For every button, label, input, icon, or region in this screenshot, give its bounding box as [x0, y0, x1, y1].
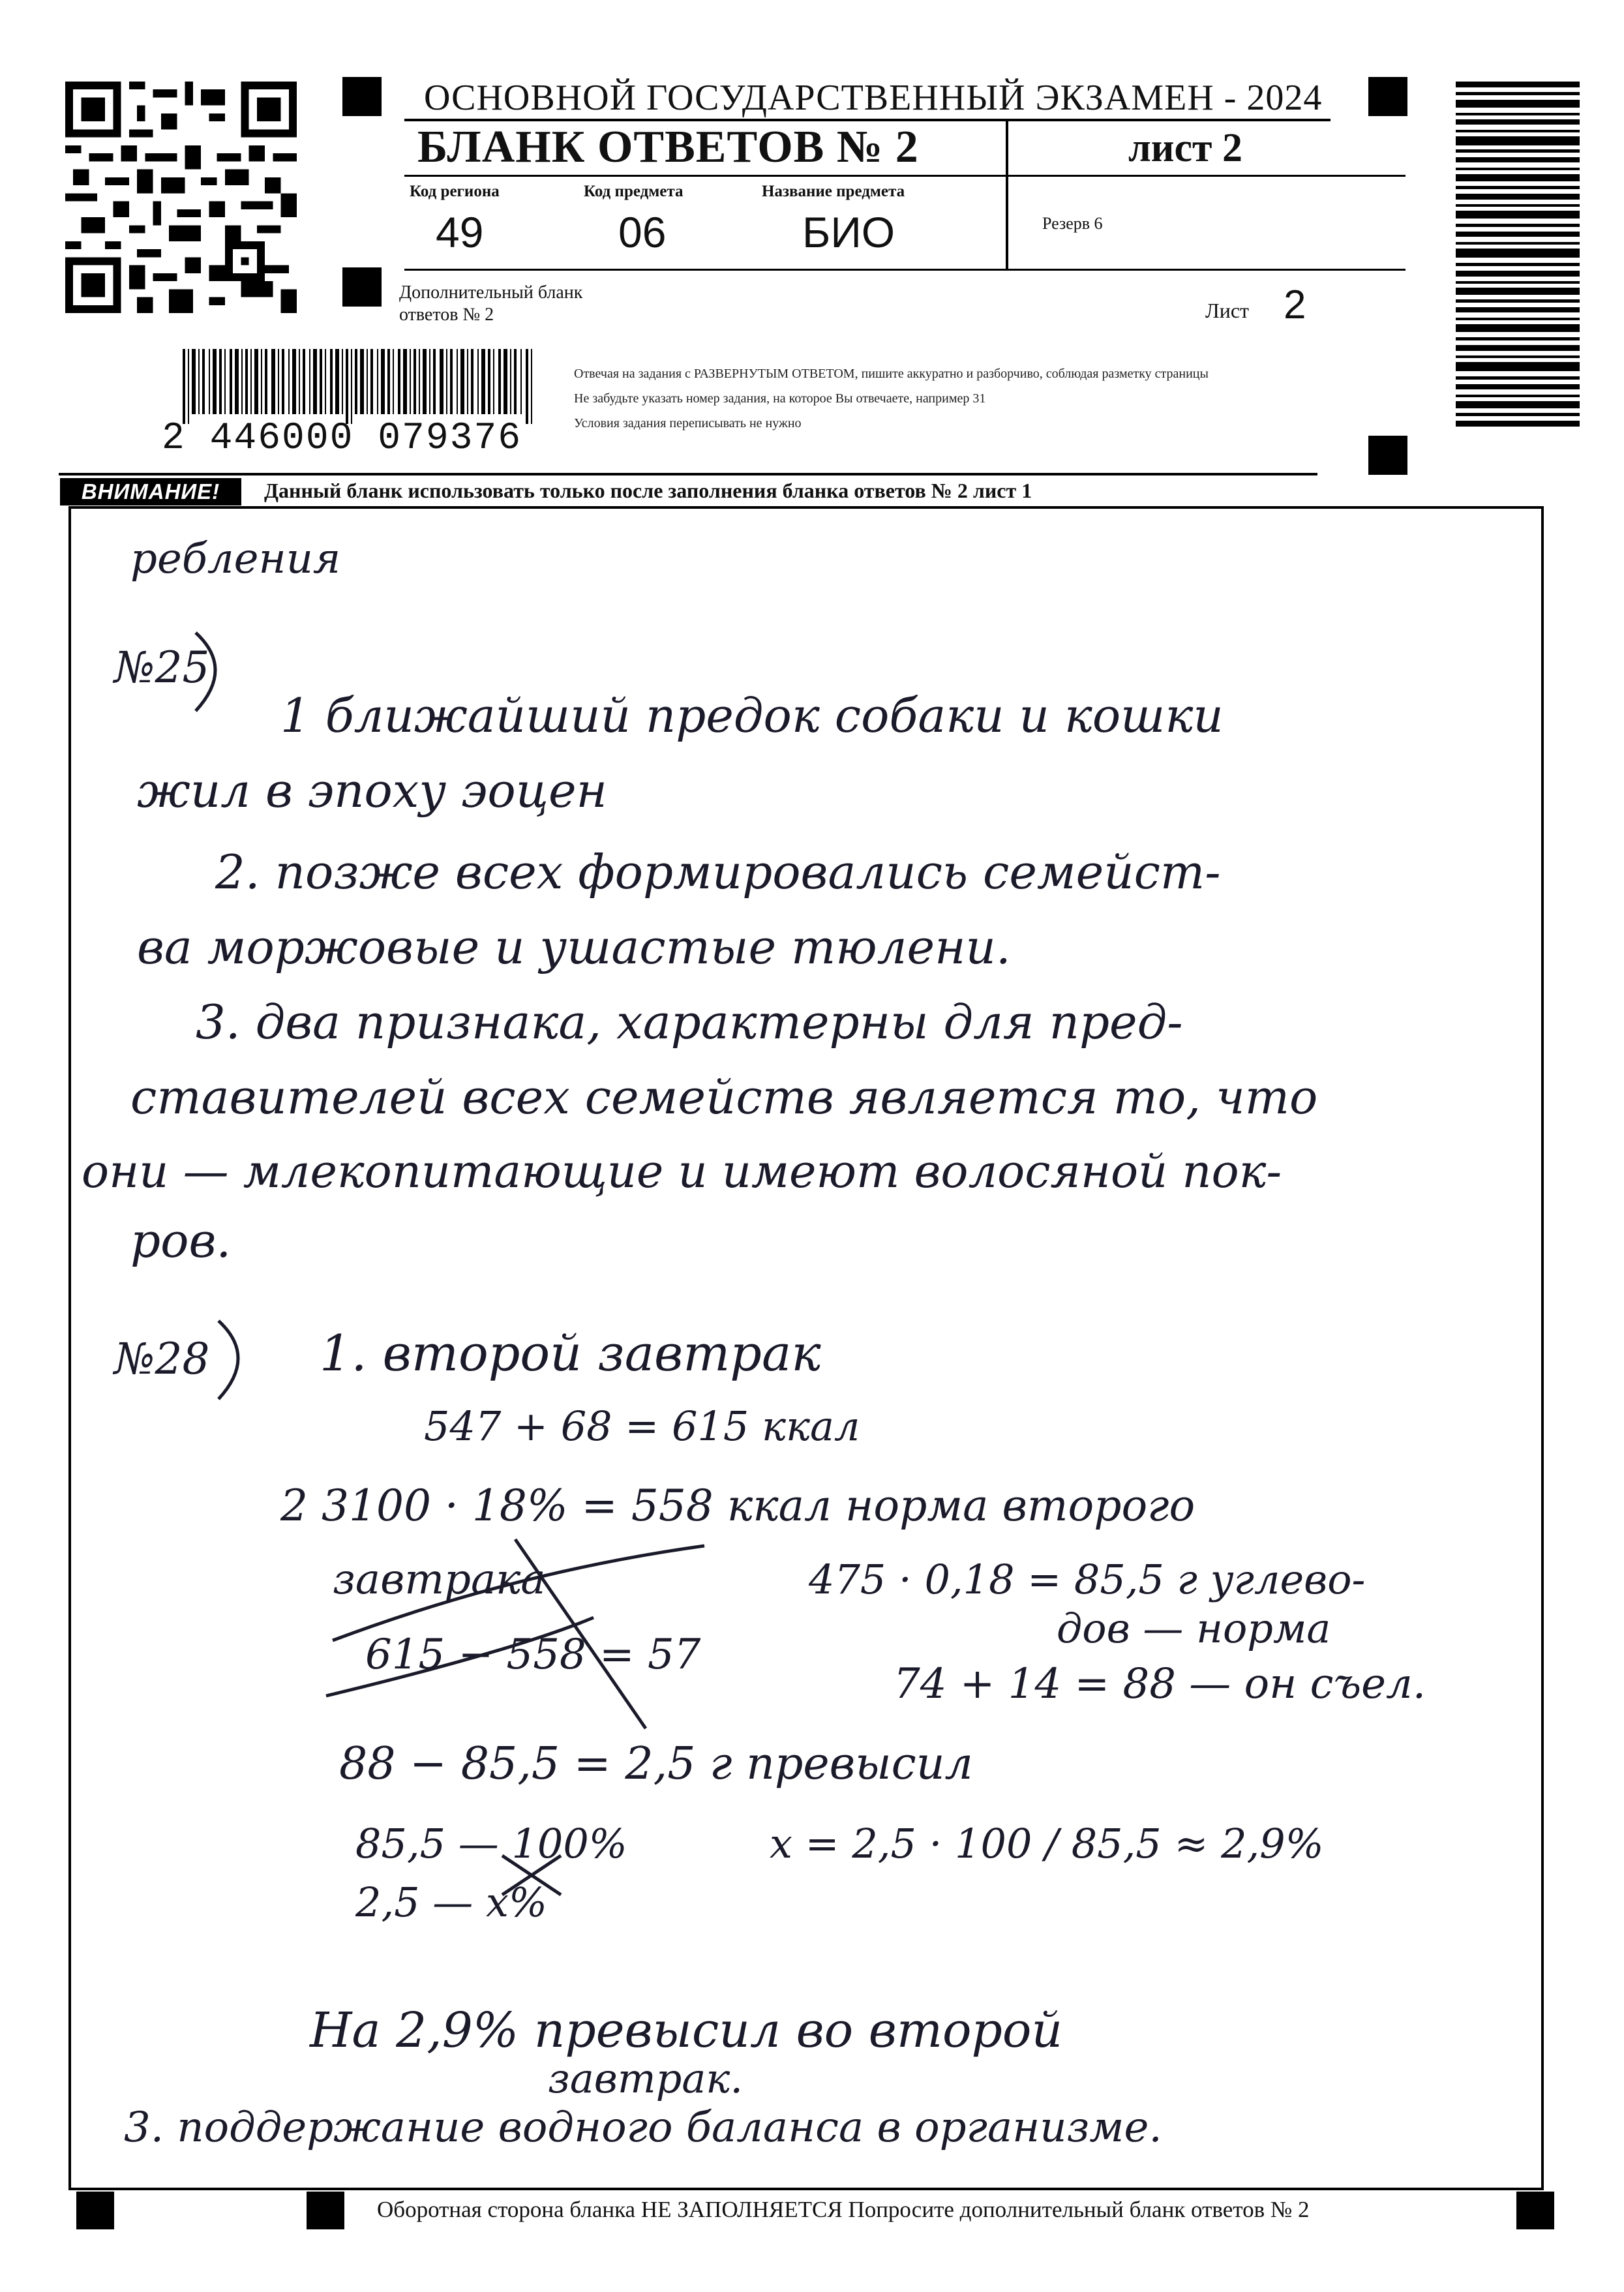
handwritten-line: ров.: [130, 1213, 232, 1268]
task-number-mark: №28: [114, 1334, 210, 1384]
form-title: БЛАНК ОТВЕТОВ № 2: [417, 122, 919, 172]
handwritten-line: 74 + 14 = 88 — он съел.: [894, 1660, 1426, 1708]
handwritten-line: 88 − 85,5 = 2,5 г превысил: [339, 1738, 973, 1790]
warning-badge: ВНИМАНИЕ!: [60, 478, 241, 505]
handwritten-line: завтрак.: [548, 2055, 744, 2102]
task-bracket-25: [189, 629, 241, 714]
handwritten-line: они — млекопитающие и имеют волосяной пок-: [82, 1145, 1282, 1198]
instruction-line: Отвечая на задания с РАЗВЕРНУТЫМ ОТВЕТОМ, пишите аккуратно и разборчиво, соблюдая разметку страницы: [574, 367, 1209, 381]
additional-form-label: Дополнительный бланк ответов № 2: [399, 282, 583, 325]
list-label: Лист: [1205, 299, 1250, 322]
region-label: Код региона: [410, 183, 500, 200]
qr-code: [65, 82, 297, 313]
handwritten-line: 2,5 — x%: [355, 1878, 547, 1926]
strikethrough-lines: [320, 1520, 724, 1735]
header-divider: [1006, 121, 1008, 270]
proportion-cross: [496, 1849, 567, 1901]
handwritten-line: 2. позже всех формировались семейст-: [215, 845, 1221, 899]
subject-code-value: 06: [618, 208, 667, 256]
handwritten-line: ва моржовые и ушастые тюлени.: [137, 920, 1011, 974]
list-value: 2: [1284, 282, 1306, 327]
handwritten-line: ребления: [130, 535, 341, 583]
instruction-line: Условия задания переписывать не нужно: [574, 416, 802, 430]
header-rule: [404, 175, 1406, 177]
linear-barcode: [183, 349, 535, 424]
footer-note: Оборотная сторона бланка НЕ ЗАПОЛНЯЕТСЯ Попросите дополнительный бланк ответов № 2: [377, 2197, 1310, 2222]
handwritten-line: 615 − 558 = 57: [365, 1631, 701, 1679]
side-barcode: [1456, 82, 1580, 434]
instruction-line: Не забудьте указать номер задания, на которое Вы отвечаете, например 31: [574, 391, 986, 406]
handwritten-line: 3. поддержание водного баланса в организме.: [124, 2104, 1162, 2152]
subject-name-label: Название предмета: [762, 183, 905, 200]
handwritten-line: завтрака: [333, 1556, 546, 1604]
registration-mark-top-left: [342, 77, 382, 116]
handwritten-line: 3. два признака, характерны для пред-: [196, 995, 1183, 1049]
registration-mark-bottom-left: [76, 2192, 114, 2229]
sheet-title: лист 2: [1128, 126, 1242, 170]
registration-mark-mid-left: [342, 267, 382, 307]
registration-mark-top-right: [1368, 77, 1407, 116]
task-bracket-28: [212, 1318, 264, 1402]
reserve-field: Резерв 6: [1042, 214, 1103, 233]
region-value: 49: [436, 208, 484, 256]
barcode-number: 2 446000 079376: [162, 417, 522, 460]
subject-name-value: БИО: [802, 208, 895, 256]
registration-mark-bottom-mid: [307, 2192, 344, 2229]
handwritten-line: На 2,9% превысил во второй: [310, 2002, 1063, 2058]
header-rule-bottom: [404, 269, 1406, 271]
handwritten-line: ставителей всех семейств является то, что: [130, 1070, 1318, 1124]
handwritten-line: 85,5 — 100%: [355, 1820, 627, 1867]
handwritten-line: 2 3100 · 18% = 558 ккал норма второго: [280, 1481, 1195, 1531]
warning-text: Данный бланк использовать только после заполнения бланка ответов № 2 лист 1: [264, 479, 1032, 502]
registration-mark-bottom-right: [1516, 2192, 1554, 2229]
task-number-mark: №25: [114, 642, 210, 693]
subject-code-label: Код предмета: [584, 183, 684, 200]
handwritten-line: x = 2,5 · 100 / 85,5 ≈ 2,9%: [770, 1820, 1324, 1867]
exam-title: ОСНОВНОЙ ГОСУДАРСТВЕННЫЙ ЭКЗАМЕН - 2024: [424, 78, 1323, 118]
handwritten-line: 547 + 68 = 615 ккал: [424, 1402, 860, 1450]
handwritten-line: жил в эпоху эоцен: [137, 763, 607, 818]
handwritten-line: 475 · 0,18 = 85,5 г углево-: [809, 1556, 1366, 1603]
registration-mark-mid-right: [1368, 436, 1407, 475]
warning-rule: [59, 473, 1317, 475]
handwritten-line: дов — норма: [1057, 1605, 1331, 1652]
handwritten-line: 1 ближайший предок собаки и кошки: [280, 688, 1224, 743]
handwritten-line: 1. второй завтрак: [320, 1324, 821, 1382]
